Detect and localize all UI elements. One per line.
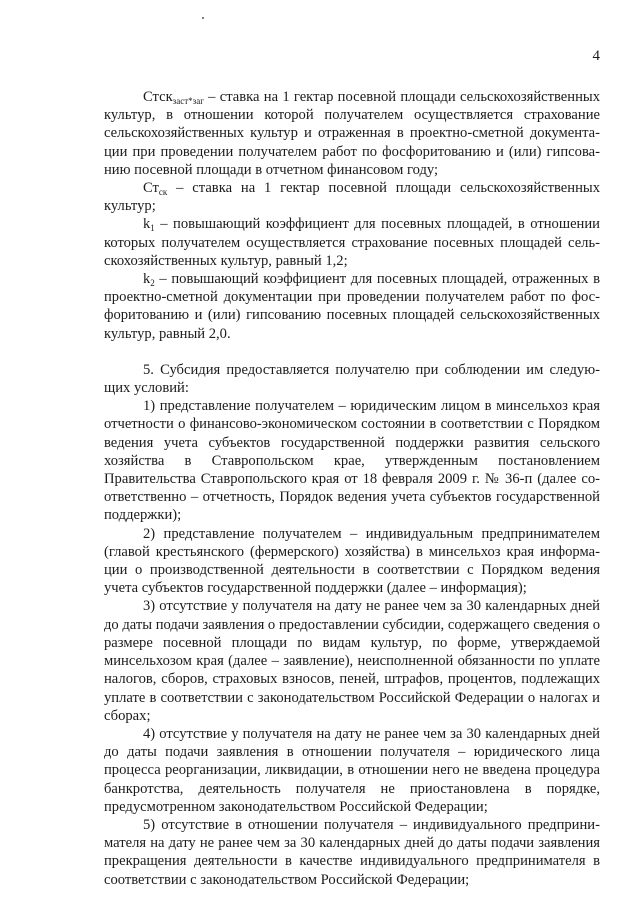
formula-symbol: Стск (143, 89, 173, 105)
formula-subscript: 2 (150, 278, 155, 289)
formula-symbol: Ст (143, 180, 159, 197)
clause-5-item-3: 3) отсутствие у получателя на дату не ранее чем за 30 календарных дней до даты подачи заявления о предоставлении субсидии, содержащего сведения о размере посевной площади по видам культур, по форме, утверждаемой минсельхозом края (далее – заявление), неисполненной обязанности по уплате налогов, сборов, страховых взносов, пеней, штрафов, процентов, подлежащих уплате в соответствии с законодательством Российской Федерации о налогах и сборах; (104, 598, 600, 724)
page-number: 4 (592, 48, 600, 64)
definition-stsk-zast-zag (104, 88, 600, 179)
formula-subscript: ск (158, 187, 168, 198)
formula-symbol: k (143, 271, 151, 288)
scan-speck (202, 17, 204, 19)
clause-5-intro: 5. Субсидия предоставляется получателю при соблюдении им следующих условий: (104, 361, 600, 397)
formula-symbol: k (143, 216, 151, 233)
formula-subscript: заст*заг (172, 96, 204, 106)
formula-subscript: 1 (150, 223, 155, 234)
definition-k2 (104, 270, 600, 343)
definition-text: – повышающий коэффициент для посевных площадей, отраженных в проектно-сметной документации при проведении получателем работ по фосфоритованию и (или) гипсованию посевных площадей сельскохозяйственных культур, равный 2,0. (104, 271, 600, 342)
clause-5-item-5: 5) отсутствие в отношении получателя – индивидуального предпринимателя на дату не ранее чем за 30 календарных дней до даты подачи заявления прекращения деятельности в качестве индивидуального предпринимателя в соответствии с законодательством Российской Федерации; (104, 816, 600, 888)
document-body (104, 88, 600, 889)
definition-k1 (104, 215, 600, 270)
clause-5-item-4: 4) отсутствие у получателя на дату не ранее чем за 30 календарных дней до даты подачи заявления в отношении получателя – юридического лица процесса реорганизации, ликвидации, в отношении него не введена процедура банкротства, деятельность получателя не приостановлена в порядке, предусмотренном законодательством Российской Федерации; (104, 725, 600, 815)
definition-text: – ставка на 1 гектар посевной площади сельскохозяйственных культур, в отношении которой получателем осуществляется страхование сельскохозяйственных культур и отраженная в проектно-сметной документации при проведении получателем работ по фосфоритованию и (или) гипсованию посевной площади в отчетном финансовом году; (104, 89, 600, 178)
clause-5-item-2: 2) представление получателем – индивидуальным предпринимателем (главой крестьянского (фермерского) хозяйства) в минсельхоз края информации о производственной деятельности в соответствии с Порядком ведения учета субъектов государственной поддержки (далее – информация); (104, 525, 600, 597)
definition-st-sk (104, 179, 600, 215)
definition-text: – ставка на 1 гектар посевной площади сельскохозяйственных культур; (104, 180, 600, 215)
definition-text: – повышающий коэффициент для посевных площадей, в отношении которых получателем осуществляется страхование посевных площадей сельскохозяйственных культур, равный 1,2; (104, 216, 600, 269)
clause-5-item-1: 1) представление получателем – юридическим лицом в минсельхоз края отчетности о финансово-экономическом состоянии в соответствии с Порядком ведения учета субъектов государственной поддержки развития сельского хозяйства в Ставропольском крае, утвержденным постановлением Правительства Ставропольского края от 18 февраля 2009 г. № 36-п (далее соответственно – отчетность, Порядок ведения учета субъектов государственной поддержки); (104, 398, 600, 524)
